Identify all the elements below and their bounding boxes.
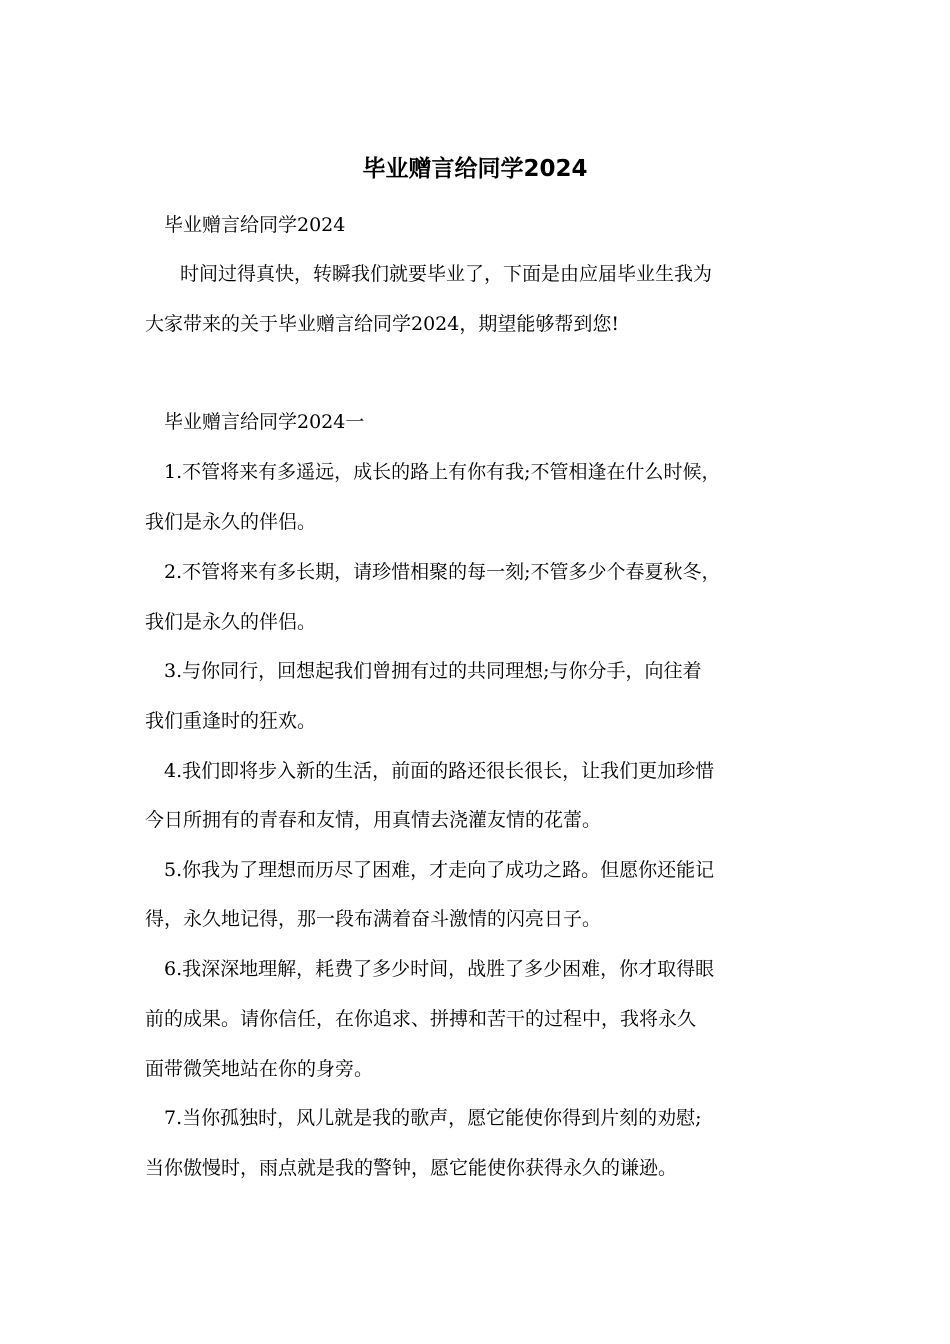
item-7-line-2: 当你傲慢时，雨点就是我的警钟，愿它能使你获得永久的谦逊。	[145, 1157, 678, 1179]
section-heading: 毕业赠言给同学2024一	[164, 411, 365, 433]
item-6-line-1: 6.我深深地理解，耗费了多少时间，战胜了多少困难，你才取得眼	[164, 958, 715, 980]
item-5-line-2: 得，永久地记得，那一段布满着奋斗激情的闪亮日子。	[145, 908, 602, 930]
item-2-line-2: 我们是永久的伴侣。	[145, 611, 317, 633]
item-6-line-2: 前的成果。请你信任，在你追求、拼搏和苦干的过程中，我将永久	[145, 1008, 697, 1030]
intro-line-1: 时间过得真快，转瞬我们就要毕业了，下面是由应届毕业生我为	[180, 263, 713, 285]
item-5-line-1: 5.你我为了理想而历尽了困难，才走向了成功之路。但愿你还能记	[164, 859, 715, 881]
item-1-line-2: 我们是永久的伴侣。	[145, 511, 317, 533]
item-4-line-2: 今日所拥有的青春和友情，用真情去浇灌友情的花蕾。	[145, 809, 602, 831]
document-title: 毕业赠言给同学2024	[362, 156, 588, 182]
item-3-line-1: 3.与你同行，回想起我们曾拥有过的共同理想;与你分手，向往着	[164, 660, 702, 682]
document-subtitle: 毕业赠言给同学2024	[164, 214, 346, 236]
item-1-line-1: 1.不管将来有多遥远，成长的路上有你有我;不管相逢在什么时候，	[164, 461, 721, 483]
item-3-line-2: 我们重逢时的狂欢。	[145, 710, 317, 732]
item-4-line-1: 4.我们即将步入新的生活，前面的路还很长很长，让我们更加珍惜	[164, 760, 715, 782]
intro-line-2: 大家带来的关于毕业赠言给同学2024，期望能够帮到您!	[145, 313, 619, 335]
item-2-line-1: 2.不管将来有多长期，请珍惜相聚的每一刻;不管多少个春夏秋冬，	[164, 561, 721, 583]
item-6-line-3: 面带微笑地站在你的身旁。	[145, 1058, 374, 1080]
item-7-line-1: 7.当你孤独时，风儿就是我的歌声，愿它能使你得到片刻的劝慰;	[164, 1107, 702, 1129]
